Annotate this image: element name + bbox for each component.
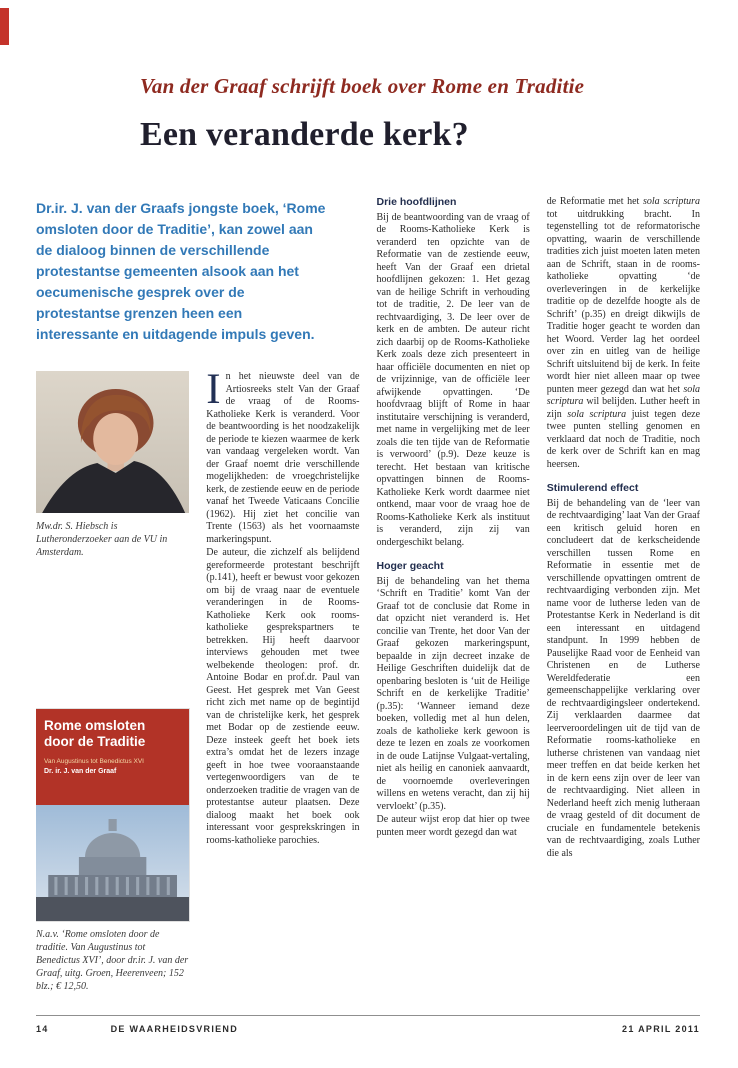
page-footer — [36, 1015, 700, 1034]
body-text-fragment: sola scriptura — [567, 408, 627, 420]
page-number: 14 — [36, 1024, 49, 1034]
book-cover-red-band — [36, 709, 189, 805]
book-author: Dr. ir. J. van der Graaf — [44, 768, 117, 775]
body-text-fragment: juist tegen deze twee punten stelling genomen en verklaard dat noch de Traditie, noch de kerk over de Schrift kan en mag heersen. — [546, 408, 700, 470]
book-title — [44, 718, 181, 750]
body-text-fragment: n het nieuwste deel van de Artiosreeks stelt Van der Graaf de vraag of de Rooms-Katholieke Kerk is veranderd. Voor de beantwoording is het noodzakelijk de periode te kiezen waarmee de kerk van vandaag vergeleken wordt. Van der Graaf noemt drie verschillende mogelijkheden: de vroegchristelijke kerk, de zestiende eeuw en de periode vanaf het Tweede Vaticaans Concilie (1962). Hij ziet het concilie van Trente (1563) als het voornaamste markeringspunt. — [206, 371, 360, 545]
portrait-photo — [36, 371, 189, 513]
book-cover — [36, 709, 189, 921]
body-text-fragment: wil belijden. Luther heeft in zijn — [546, 396, 700, 420]
issue-date: 21 APRIL 2011 — [622, 1024, 700, 1034]
book-title-line2: door de Traditie — [44, 734, 146, 749]
book-cover-photo — [36, 805, 189, 921]
book-caption: N.a.v. ‘Rome omsloten door de traditie. Van Augustinus tot Benedictus XVI’, door dr.ir. J. van der Graaf, uitg. Groen, Heerenveen; 152 blz.; € 12,50. — [36, 929, 189, 992]
book-figure — [36, 709, 189, 992]
article-body — [36, 196, 700, 992]
paragraph: Bij de beantwoording van de vraag of de Rooms-Katholieke Kerk is veranderd ten opzichte van de Reformatie van de zestiende eeuw, heeft Van der Graaf een drietal hoofdlijnen gekozen: 1. Het gezag van de heilige Schrift in verhouding tot de traditie, 2. De leer van de rechtvaardiging, 3. De leer over de kerk en de ambten. De auteur richt zich daarbij op de Rooms-Katholieke Kerk zoals deze zich presenteert in haar officiële documenten en niet op de vrijzinnige, van de officiële leer afwijkende opvattingen. ‘De hoofdvraag blijft of Rome in haar institutaire verschijning is veranderd, met name in vergelijking met de leer zoals die ten tijde van de Reformatie is verwoord’ (p.9). Deze keuze is terecht. Het bestaan van kritische opvattingen binnen de Rooms-Katholieke Kerk wordt daarmee niet ontkend, maar voor de vraag hoe de Rooms-Katholieke Kerk als instituut is veranderd, zijn zij van ondergeschikt belang. — [376, 211, 530, 548]
portrait-photo-illustration — [36, 371, 189, 513]
paragraph: De auteur wijst erop dat hier op twee punten meer wordt gezegd dan wat — [376, 814, 530, 838]
body-text-fragment: tot uitdrukking bracht. In tegenstelling tot de reformatorische opvatting, waarin de verschillende tradities zich juist moeten laten meten aan de Schrift, staan in de rooms-katholieke opvatting ‘de overleveringen in de kerkelijke traditie op de dezelfde hoogte als de Schrift’ (p.35) en dreigt dikwijls de Traditie hoger geacht te worden dan het Woord. Verder lag het oordeel over zin en uitleg van de heilige Schrift uitsluitend bij de kerk. In feite wordt hier niet alleen maar op twee punten meer gezegd dan wat het — [546, 208, 700, 395]
text-column-2 — [377, 196, 530, 839]
publication-name: DE WAARHEIDSVRIEND — [110, 1024, 239, 1034]
portrait-caption: Mw.dr. S. Hiebsch is Lutheronderzoeker aan de VU in Amsterdam. — [36, 521, 168, 558]
book-title-line1: Rome omsloten — [44, 718, 146, 733]
corner-mark — [0, 8, 9, 45]
drop-cap: I — [206, 366, 221, 413]
left-rail — [36, 371, 189, 992]
body-text-fragment: de Reformatie met het — [546, 196, 643, 207]
section-heading: Hoger geacht — [376, 560, 444, 572]
paragraph — [206, 366, 360, 546]
section-heading: Stimulerend effect — [546, 482, 639, 494]
page-title: Een veranderde kerk? — [140, 116, 469, 153]
body-text-fragment: sola scriptura — [643, 196, 700, 207]
paragraph: De auteur, die zichzelf als belijdend gereformeerde protestant beschrijft (p.141), heeft er bewust voor gekozen om bij de vraag naar de eventuele veranderingen in de Rooms-Katholieke Kerk ook rooms-katholieke gesprekspartners te betrekken. Hij heeft daarvoor interviews gehouden met twee welbekende theologen: prof. dr. Antoine Bodar en prof.dr. Paul van Geest. Het gesprek met Van Geest richt zich met name op de begintijd van de christelijke kerk, het gesprek met Bodar op de zestiende eeuw. Deze insteek geeft het boek iets extra’s omdat het de lezers inzage geeft in hoe twee vooraanstaande vertegenwoordigers van de te onderzoeken traditie de vragen van de protestantse auteur plaatsen. Deze dialoog maakt het boek ook interessant voor gesprekskringen in rooms-katholieke parochies. — [206, 547, 360, 846]
st-peters-illustration — [36, 805, 189, 921]
paragraph — [547, 196, 700, 471]
text-column-3 — [547, 196, 700, 860]
text-column-1 — [206, 366, 360, 847]
kicker: Van der Graaf schrijft boek over Rome en Traditie — [140, 74, 585, 98]
section-heading: Drie hoofdlijnen — [376, 196, 457, 208]
paragraph: Bij de behandeling van de ‘leer van de rechtvaardiging’ laat Van der Graaf een kritisch geluid horen en concludeert dat de kerkscheidende verschillen tussen Rome en Reformatie in essentie met de verschillende opvattingen omtrent de rechtvaardiging verbonden zijn. Met name voor de lutherse leden van de Protestantse Kerk in Nederland is dit een interessant en uitdagend standpunt. In 1999 hebben de Pauselijke Raad voor de Eenheid van Christenen en de Lutherse Wereldfederatie een gemeenschappelijke verklaring over de rechtvaardigingsleer ondertekend. Zij verklaarden daarmee dat leerveroordelingen uit de tijd van de Reformatie rooms-katholieke en lutherse christenen van vandaag niet meer treffen en dat beide kerken het in de kern eens zijn over de leer van de rechtvaardiging. Niet alleen in Nederland heeft zich menig lutheraan de vraag gesteld of dit document de cruciale en fundamentele betekenis van de rechtvaardiging, zoals Luther die als — [546, 497, 700, 859]
book-subtitle: Van Augustinus tot Benedictus XVI — [44, 758, 144, 765]
portrait-figure — [36, 371, 189, 559]
paragraph: Bij de behandeling van het thema ‘Schrift en Traditie’ komt Van der Graaf tot de conclusie dat Rome in dat opzicht niet veranderd is. Het concilie van Trente, het door Van der Graaf gekozen markeringspunt, bepaalde in zijn decreet inzake de Heilige Geschriften duidelijk dat de openbaring besloten is ‘uit de Heilige Schrift en de kerkelijke Traditie’ (p.35): ‘Wanneer iemand deze boeken, volledig met al hun delen, zoals de katholieke kerk gewoon is deze te lezen en zoals ze voorkomen in de oude Latijnse Vulgaat-vertaling, niet als heilig en canoniek aanvaardt, de voornoemde overleveringen willens en wetens veracht, dan zij hij vervloekt’ (p.35). — [376, 575, 530, 812]
intro-paragraph: Dr.ir. J. van der Graafs jongste boek, ‘Rome omsloten door de Traditie’, kan zowel aan de dialoog binnen de verschillende protestantse gemeenten alsook aan het oecumenische gesprek over de protestantse grenzen heen een interessante en uitdagende impuls geven. — [36, 200, 326, 342]
body-text-fragment: sola scriptura — [546, 383, 700, 407]
article-header — [140, 74, 700, 154]
